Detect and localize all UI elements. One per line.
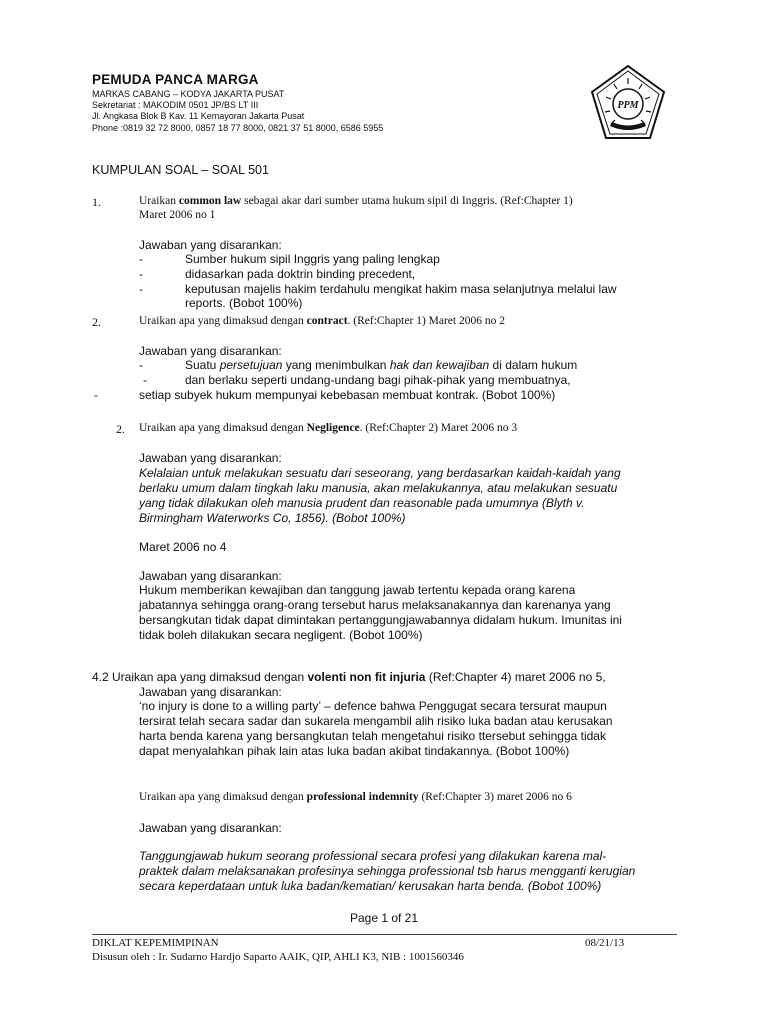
question-5-text: 4.2 Uraikan apa yang dimaksud dengan [92,670,308,684]
footer-title: DIKLAT KEPEMIMPINAN [92,937,219,949]
answer-5-line: ‘no injury is done to a willing party’ – defence bahwa Penggugat secara tersurat maupun [139,699,607,713]
bullet-dash: - [139,252,143,266]
answer-2-label: Jawaban yang disarankan: [139,344,282,358]
answer-1-item: Sumber hukum sipil Inggris yang paling lengkap [185,252,440,266]
page-number: Page 1 of 21 [349,911,419,925]
question-1 [139,195,699,207]
answer-5-line: dapat menyalahkan pihak lain atas luka badan akibat tindakannya. (Bobot 100%) [139,744,570,758]
answer-1-item: reports. (Bobot 100%) [185,296,303,310]
answer-2-emphasis: persetujuan [219,358,283,372]
answer-6-line: secara keperdataan untuk luka badan/kematian/ kerusakan harta benda. (Bobot 100%) [139,879,602,893]
answer-3-line: berlaku umum dalam tingkah laku manusia, akan melakukannya, atau melakukan sesuatu [139,481,618,495]
answer-3-label: Jawaban yang disarankan: [139,451,282,465]
question-2-text: Uraikan apa yang dimaksud dengan [139,315,307,327]
answer-3-text [139,466,675,526]
answer-2-text: Suatu [185,358,220,372]
footer-author: Disusun oleh : Ir. Sudarno Hardjo Saparto AAIK, QIP, AHLI K3, NIB : 1001560346 [92,951,464,963]
bullet-dash: - [94,388,98,402]
answer-4-text [139,583,675,643]
answer-2-item [185,358,577,372]
header-phone: Phone :0819 32 72 8000, 0857 18 77 8000, 0821 37 51 8000, 6586 5955 [92,123,384,133]
question-3-number: 2. [116,422,125,436]
ppm-logo [588,64,668,144]
bullet-dash: - [139,282,143,296]
answer-2-text: di dalam hukum [489,358,578,372]
organization-name: PEMUDA PANCA MARGA [92,72,259,87]
question-5-ref: (Ref:Chapter 4) maret 2006 no 5, [425,670,606,684]
answer-4-line: tidak boleh dilakukan secara negligent. (Bobot 100%) [139,628,423,642]
answer-6-line: praktek dalam melaksanakan profesinya sehingga professional tsb harus mengganti kerugian [139,864,636,878]
question-2-number: 2. [92,315,101,329]
answer-3-line: Kelalaian untuk melakukan sesuatu dari seseorang, yang berdasarkan kaidah-kaidah yang [139,466,621,480]
answer-2-emphasis: hak dan kewajiban [389,358,490,372]
answer-5-line: tersirat telah secara sadar dan sukarela mengambil alih risiko luka badan atau kerusakan [139,714,613,728]
header-address: Jl. Angkasa Blok B Kav. 11 Kemayoran Jakarta Pusat [92,111,305,121]
answer-4-line: bersangkutan tidak dapat dimintakan pertanggungjawabannya didalam hukum. Imunitas ini [139,613,622,627]
question-3-term: Negligence [306,422,360,434]
bullet-dash: - [139,358,143,372]
logo-text: PPM [617,100,639,111]
footer-divider [92,934,677,935]
question-2-ref: . (Ref:Chapter 1) Maret 2006 no 2 [347,315,505,327]
answer-5-label: Jawaban yang disarankan: [139,685,282,699]
answer-6-line: Tanggungjawab hukum seorang professional secara profesi yang dilakukan karena mal- [139,849,607,863]
answer-2-text: yang menimbulkan [282,358,390,372]
question-3 [139,422,699,434]
question-2 [139,315,699,327]
question-6-text: Uraikan apa yang dimaksud dengan [139,791,307,803]
answer-6-text [139,849,675,894]
answer-4-label: Jawaban yang disarankan: [139,569,282,583]
question-6-term: professional indemnity [306,791,419,803]
question-5 [92,670,692,684]
answer-2-item: setiap subyek hukum mempunyai kebebasan membuat kontrak. (Bobot 100%) [139,388,556,402]
question-1-date: Maret 2006 no 1 [139,209,216,221]
question-6 [139,791,699,803]
answer-2-item: dan berlaku seperti undang-undang bagi pihak-pihak yang membuatnya, [185,373,571,387]
question-5-term: volenti non fit injuria [307,670,426,684]
answer-6-label: Jawaban yang disarankan: [139,821,282,835]
footer-date: 08/21/13 [585,937,625,949]
header-secretariat: Sekretariat : MAKODIM 0501 JP/BS LT III [92,100,259,110]
answer-3-line: Birmingham Waterworks Co, 1856). (Bobot 100%) [139,511,406,525]
answer-1-label: Jawaban yang disarankan: [139,238,282,252]
question-4-date: Maret 2006 no 4 [139,540,227,554]
question-1-term: common law [178,195,242,207]
answer-5-line: harta benda karena yang bersangkutan telah mengetahui risiko ttersebut sehingga tidak [139,729,606,743]
question-2-term: contract [306,315,348,327]
question-1-ref: sebagai akar dari sumber utama hukum sipil di Inggris. (Ref:Chapter 1) [241,195,573,207]
question-6-ref: (Ref:Chapter 3) maret 2006 no 6 [418,791,572,803]
bullet-dash: - [139,267,143,281]
answer-1-item: didasarkan pada doktrin binding precedent, [185,267,416,281]
question-3-ref: . (Ref:Chapter 2) Maret 2006 no 3 [359,422,518,434]
answer-4-line: Hukum memberikan kewajiban dan tanggung jawab tertentu kepada orang karena [139,583,576,597]
answer-3-line: yang tidak dilakukan oleh manusia prudent dan reasonable pada umumnya (Blyth v. [139,496,585,510]
bullet-dash: - [143,373,147,387]
question-1-number: 1. [92,195,101,209]
header-branch: MARKAS CABANG – KODYA JAKARTA PUSAT [92,89,285,99]
page-title: KUMPULAN SOAL – SOAL 501 [92,163,269,177]
answer-4-line: jabatannya sehingga orang-orang tersebut harus melaksanakannya dan karenanya yang [139,598,611,612]
question-3-text: Uraikan apa yang dimaksud dengan [139,422,307,434]
answer-1-item: keputusan majelis hakim terdahulu mengikat hakim masa selanjutnya melalui law [185,282,617,296]
answer-5-text [139,699,675,759]
question-1-text: Uraikan [139,195,179,207]
